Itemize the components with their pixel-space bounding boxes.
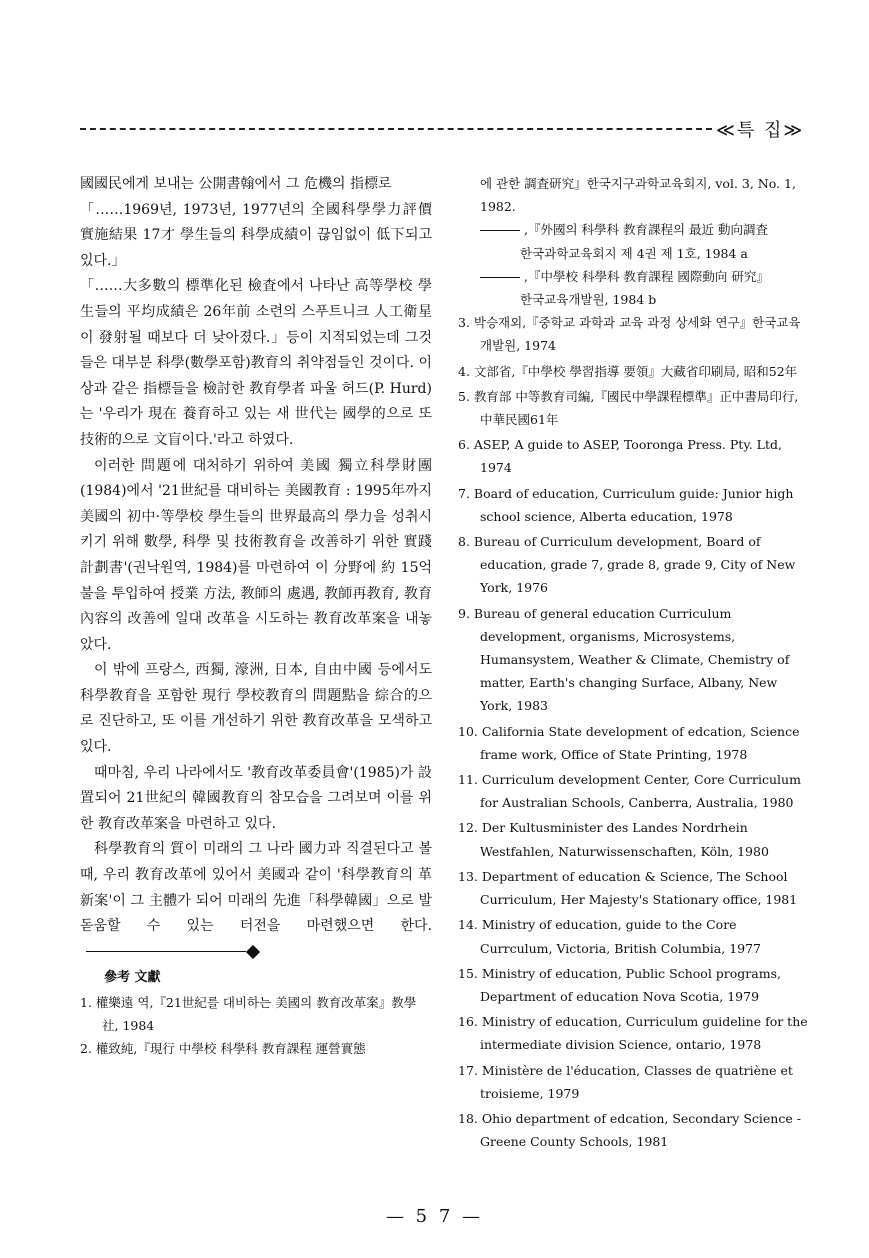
reference-item: 3. 박승재외,『중학교 과학과 교육 과정 상세화 연구』한국교육개발원, 1974 [458, 315, 801, 354]
paragraph-text: 科學教育의 質이 미래의 그 나라 國力과 직결된다고 볼 때, 우리 教育改革에 있어서 美國과 같이 '科學教育의 革新案'이 그 主體가 되어 미래의 先進「科學韓國」으로 발돋움할 수 있는 터전을 마련했으면 한다. [80, 841, 432, 935]
end-rule [86, 951, 246, 952]
references-title: 參考 文獻 [104, 970, 161, 986]
reference-sub-item: ,『外國의 科學科 教育課程의 最近 動向調査 [458, 218, 812, 241]
reference-item: 6. ASEP, A guide to ASEP, Tooronga Press. Pty. Ltd, 1974 [458, 437, 782, 476]
ditto-dash [480, 277, 520, 278]
paragraph-final [80, 837, 432, 965]
reference-item: 4. 文部省,『中學校 學習指導 要領』大藏省印刷局, 昭和52年 [458, 363, 798, 379]
reference-item: 14. Ministry of education, guide to the Core Currculum, Victoria, British Columbia, 1977 [458, 917, 762, 956]
paragraph: 이 밖에 프랑스, 西獨, 濠洲, 日本, 自由中國 등에서도 科學教育을 포함한 現行 學校教育의 問題點을 綜合的으로 진단하고, 또 이를 개선하기 위한 教育改革을 모색하고 있다. [80, 662, 432, 756]
reference-item: 12. Der Kultusminister des Landes Nordrhein Westfahlen, Naturwissenschaften, Köln, 1980 [458, 820, 769, 859]
left-column [80, 172, 432, 1060]
paragraph: 때마침, 우리 나라에서도 '教育改革委員會'(1985)가 設置되어 21世紀의 韓國教育의 참모습을 그려보며 이를 위한 教育改革案을 마련하고 있다. [80, 764, 432, 832]
reference-item: 11. Curriculum development Center, Core Curriculum for Australian Schools, Canberra, Australia, 1980 [458, 772, 801, 811]
reference-item: 5. 教育部 中等教育司編,『國民中學課程標準』正中書局印行, 中華民國61年 [458, 388, 799, 428]
reference-item: 18. Ohio department of edcation, Secondary Science -Greene County Schools, 1981 [458, 1110, 801, 1150]
section-label: ≪특 집≫ [716, 120, 805, 141]
reference-sub-detail: 한국교육개발원, 1984 b [520, 292, 657, 308]
reference-item: 10. California State development of edcation, Science frame work, Office of State Printing, 1978 [458, 723, 800, 762]
reference-item: 2. 權致純,『現行 中學校 科學科 教育課程 運營實態 [80, 1041, 366, 1056]
reference-sub-detail: 한국과학교육회지 제 4권 제 1호, 1984 a [520, 245, 748, 261]
reference-item: 8. Bureau of Curriculum development, Board of education, grade 7, grade 8, grade 9, City of New York, 1976 [458, 534, 796, 596]
paragraph: 이러한 問題에 대처하기 위하여 美國 獨立科學財團(1984)에서 '21世紀를 대비하는 美國教育 : 1995年까지 美國의 初中·等學校 學生들의 世界最高의 學力을 성취시키기 위해 數學, 科學 및 技術教育을 改善하기 위한 實踐計劃書'(권낙원역, 1984)를 마련하여 이 分野에 約 15억 불을 투입하여 授業 方法, 教師의 處遇, 教師再教育, 教育內容의 改善에 일대 改革을 시도하는 教育改革案을 내놓았다. [80, 457, 432, 653]
paragraph: 「……1969년, 1973년, 1977년의 全國科學學力評價 實施結果 17才 學生들의 科學成績이 끊임없이 低下되고 있다.」 [80, 201, 432, 269]
reference-item: 9. Bureau of general education Curriculum development, organisms, Microsystems, Humansystem, Weather & Climate, Chemistry of matter, Earth's changing Surface, Albany, New York, 1983 [458, 605, 790, 714]
end-diamond-icon [246, 945, 260, 959]
reference-sub-item: ,『中學校 科學科 教育課程 國際動向 研究』 [458, 265, 812, 288]
reference-item: 13. Department of education & Science, The School Curriculum, Her Majesty's Stationary office, 1981 [458, 868, 798, 908]
reference-item: 7. Board of education, Curriculum guide: Junior high school science, Alberta education, 1978 [458, 485, 794, 524]
reference-item: 16. Ministry of education, Curriculum guideline for the intermediate division Science, ontario, 1978 [458, 1014, 808, 1053]
reference-item: 17. Ministère de l'éducation, Classes de quatriène et troisieme, 1979 [458, 1062, 793, 1101]
right-column [458, 172, 812, 1155]
ditto-dash [480, 230, 520, 231]
reference-item: 1. 權樂遠 역,『21世紀를 대비하는 美國의 教育改革案』教學社, 1984 [80, 995, 417, 1033]
reference-continuation: 에 관한 調査研究』한국지구과학교육회지, vol. 3, No. 1, 1982. [480, 176, 796, 215]
page-number: — 5 7 — [385, 1206, 484, 1227]
header-rule [80, 128, 712, 130]
reference-item: 15. Ministry of education, Public School programs, Department of education Nova Scotia, 1979 [458, 965, 781, 1004]
paragraph: 「……大多數의 標準化된 檢査에서 나타난 高等學校 學生들의 平均成績은 26年前 소련의 스푸트니크 人工衛星이 發射될 때보다 더 낮아졌다.」등이 지적되었는데 그것들은 대부분 科學(數學포함)教育의 취약점들인 것이다. 이상과 같은 指標들을 檢討한 教育學者 파울 허드(P. Hurd)는 '우리가 現在 養育하고 있는 새 世代는 國學的으로 또 技術的으로 文盲이다.'라고 하였다. [80, 278, 432, 448]
paragraph: 國國民에게 보내는 公開書翰에서 그 危機의 指標로 [80, 176, 392, 192]
